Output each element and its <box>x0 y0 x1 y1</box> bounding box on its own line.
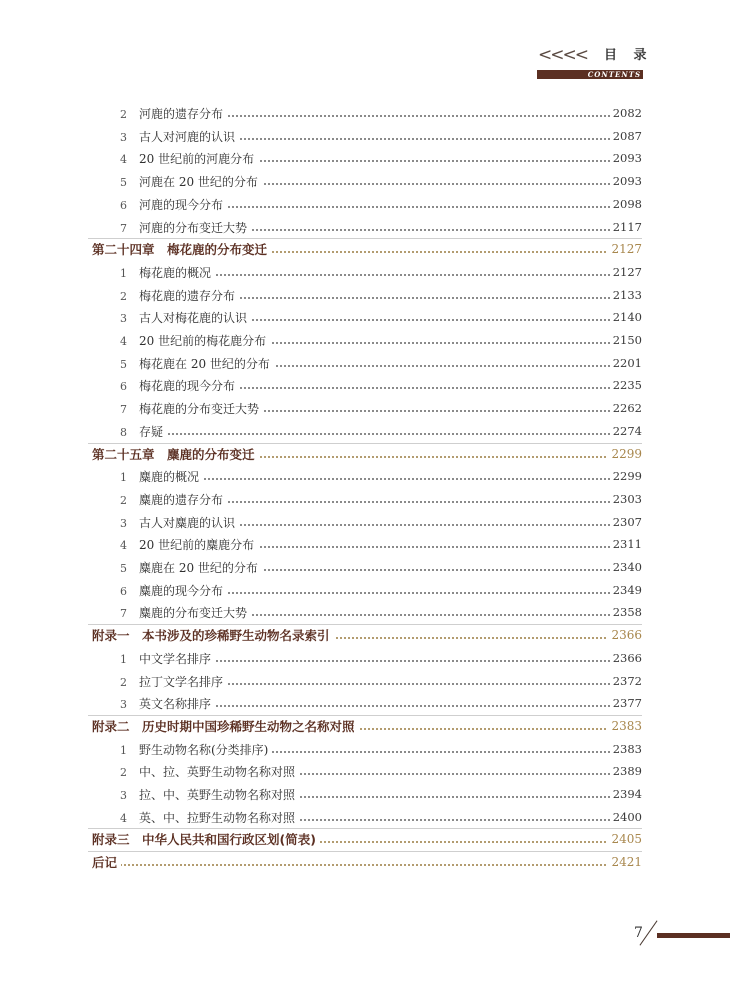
toc-entry-title: 麋鹿在 20 世纪的分布 <box>139 559 262 576</box>
toc-entry-number: 6 <box>120 380 127 394</box>
header-title: 目 录 <box>604 48 653 63</box>
toc-entry-number: 7 <box>120 403 127 417</box>
toc-entry-title: 麋鹿的分布变迁大势 <box>139 604 251 621</box>
toc-page-number: 2117 <box>610 220 642 234</box>
toc-entry-number: 5 <box>120 562 127 575</box>
toc-entry-title: 河鹿的遗存分布 <box>139 105 227 122</box>
toc-entry-title: 古人对河鹿的认识 <box>139 128 239 145</box>
toc-entry[interactable] <box>0 127 730 149</box>
toc-entry-title: 古人对梅花鹿的认识 <box>139 309 251 326</box>
toc-page-number: 2093 <box>610 174 642 188</box>
toc-page-number: 2389 <box>610 764 642 778</box>
toc-entry[interactable] <box>0 785 730 807</box>
toc-entry-number: 1 <box>120 266 127 280</box>
toc-entry[interactable] <box>0 558 730 580</box>
toc-chapter[interactable] <box>0 853 730 875</box>
toc-page-number: 2098 <box>610 197 642 211</box>
toc-page-number: 2150 <box>610 333 642 347</box>
page-header <box>0 0 730 90</box>
toc-entry-title: 河鹿的现今分布 <box>139 196 227 213</box>
footer-bar <box>657 933 730 938</box>
toc-entry-title: 麋鹿的遗存分布 <box>139 491 227 508</box>
toc-page-number: 2127 <box>610 265 642 279</box>
toc-chapter-title: 附录三 中华人民共和国行政区划(简表) <box>92 830 320 848</box>
toc-entry-title: 中、拉、英野生动物名称对照 <box>139 763 299 780</box>
toc-entry-title: 英、中、拉野生动物名称对照 <box>139 809 299 826</box>
toc-entry-number: 3 <box>120 312 127 326</box>
toc-entry-title: 拉、中、英野生动物名称对照 <box>139 786 299 803</box>
toc-entry-title: 河鹿的分布变迁大势 <box>139 219 251 236</box>
toc-entry-number: 7 <box>120 221 127 235</box>
toc-chapter-title: 第二十四章 梅花鹿的分布变迁 <box>92 240 271 258</box>
toc-entry-number: 2 <box>120 289 127 303</box>
toc-page-number: 2307 <box>610 515 642 529</box>
toc-entry[interactable] <box>0 149 730 171</box>
toc-page-number: 2303 <box>610 492 642 506</box>
toc-entry[interactable] <box>0 603 730 625</box>
toc-chapter[interactable] <box>0 830 730 852</box>
toc-entry[interactable] <box>0 376 730 398</box>
toc-entry-title: 古人对麋鹿的认识 <box>139 514 239 531</box>
toc-entry-title: 梅花鹿在 20 世纪的分布 <box>139 355 274 372</box>
toc-page-number: 2349 <box>610 583 642 597</box>
toc-entry-title: 梅花鹿的遗存分布 <box>139 287 239 304</box>
toc-chapter-title: 第二十五章 麋鹿的分布变迁 <box>92 445 259 463</box>
toc-chapter[interactable] <box>0 626 730 648</box>
toc-entry-number: 4 <box>120 153 127 167</box>
page-number: 7 <box>634 925 643 941</box>
toc-page-number: 2366 <box>608 628 642 642</box>
toc-entry[interactable] <box>0 649 730 671</box>
toc-entry-number: 2 <box>120 766 127 780</box>
toc-entry[interactable] <box>0 399 730 421</box>
toc-entry-number: 3 <box>120 130 127 144</box>
chapter-rule <box>88 238 642 239</box>
toc-page-number: 2140 <box>610 310 642 324</box>
toc-entry-title: 20 世纪前的梅花鹿分布 <box>139 332 270 349</box>
toc-entry[interactable] <box>0 762 730 784</box>
toc-chapter-title: 附录二 历史时期中国珍稀野生动物之名称对照 <box>92 717 359 735</box>
toc-chapter[interactable] <box>0 240 730 262</box>
toc-entry[interactable] <box>0 694 730 716</box>
toc-entry-title: 拉丁文学名排序 <box>139 673 227 690</box>
chapter-rule <box>88 715 642 716</box>
dot-leader <box>140 478 618 480</box>
toc-entry-number: 5 <box>120 357 127 371</box>
toc-entry-number: 7 <box>120 607 127 621</box>
toc-entry-title: 存疑 <box>139 423 167 440</box>
toc-chapter[interactable] <box>0 717 730 739</box>
toc-entry[interactable] <box>0 308 730 330</box>
toc-entry[interactable] <box>0 104 730 126</box>
toc-page-number: 2082 <box>610 106 642 120</box>
toc-entry[interactable] <box>0 490 730 512</box>
toc-page-number: 2299 <box>608 447 642 461</box>
toc-entry-number: 3 <box>120 698 127 712</box>
toc-entry-title: 20 世纪前的河鹿分布 <box>139 150 258 167</box>
toc-entry[interactable] <box>0 672 730 694</box>
toc-entry-number: 6 <box>120 198 127 212</box>
toc-entry-title: 英文名称排序 <box>139 695 215 712</box>
toc-page-number: 2262 <box>610 401 642 415</box>
toc-entry[interactable] <box>0 172 730 194</box>
toc-entry-number: 5 <box>120 176 127 190</box>
toc-entry[interactable] <box>0 218 730 240</box>
toc-entry-title: 野生动物名称(分类排序) <box>139 741 272 758</box>
toc-entry-title: 河鹿在 20 世纪的分布 <box>139 173 262 190</box>
toc-page-number: 2400 <box>610 810 642 824</box>
toc-page-number: 2377 <box>610 696 642 710</box>
header-subtitle: CONTENTS <box>587 70 641 79</box>
toc-entry[interactable] <box>0 331 730 353</box>
toc-entry-title: 梅花鹿的现今分布 <box>139 377 239 394</box>
toc-page-number: 2087 <box>610 129 642 143</box>
toc-entry[interactable] <box>0 535 730 557</box>
toc-entry[interactable] <box>0 740 730 762</box>
toc-page-number: 2383 <box>610 742 642 756</box>
toc-page-number: 2311 <box>610 537 642 551</box>
dot-leader <box>140 433 618 435</box>
toc-entry-title: 梅花鹿的概况 <box>139 264 215 281</box>
toc-page-number: 2235 <box>610 378 642 392</box>
toc-entry-number: 4 <box>120 539 127 553</box>
toc-page-number: 2394 <box>610 787 642 801</box>
chevron-decoration-icon: <<<< <box>538 45 587 65</box>
toc-page-number: 2383 <box>608 719 642 733</box>
toc-page-number: 2201 <box>610 356 642 370</box>
toc-page-number: 2366 <box>610 651 642 665</box>
toc-entry-number: 2 <box>120 675 127 689</box>
toc-page-number: 2274 <box>610 424 642 438</box>
chapter-rule <box>88 624 642 625</box>
toc-entry-title: 麋鹿的现今分布 <box>139 582 227 599</box>
toc-page-number: 2372 <box>610 674 642 688</box>
toc-entry[interactable] <box>0 581 730 603</box>
toc-page-number: 2340 <box>610 560 642 574</box>
toc-chapter-title: 附录一 本书涉及的珍稀野生动物名录索引 <box>92 626 334 644</box>
toc-page-number: 2127 <box>608 242 642 256</box>
toc-entry[interactable] <box>0 808 730 830</box>
toc-entry-number: 4 <box>120 335 127 348</box>
dot-leader <box>93 864 618 866</box>
toc-entry-number: 2 <box>120 108 127 121</box>
toc-entry[interactable] <box>0 354 730 376</box>
toc-entry-title: 麋鹿的概况 <box>139 468 203 485</box>
toc-entry-title: 梅花鹿的分布变迁大势 <box>139 400 263 417</box>
toc-chapter[interactable] <box>0 445 730 467</box>
toc-page-number: 2093 <box>610 151 642 165</box>
toc-entry[interactable] <box>0 422 730 444</box>
toc-entry[interactable] <box>0 195 730 217</box>
toc-chapter-title: 后记 <box>92 853 121 871</box>
toc-entry-number: 6 <box>120 584 127 598</box>
toc-entry[interactable] <box>0 263 730 285</box>
toc-page-number: 2133 <box>610 288 642 302</box>
toc-entry-number: 3 <box>120 789 127 802</box>
toc-page-number: 2421 <box>608 855 642 869</box>
toc-entry-number: 2 <box>120 493 127 507</box>
toc-page-number: 2358 <box>610 605 642 619</box>
toc-entry-number: 1 <box>120 743 127 757</box>
chapter-rule <box>88 443 642 444</box>
toc-entry-number: 8 <box>120 425 127 439</box>
chapter-rule <box>88 828 642 829</box>
toc-entry[interactable] <box>0 286 730 308</box>
toc-page-number: 2299 <box>610 469 642 483</box>
toc-entry[interactable] <box>0 467 730 489</box>
toc-page-number: 2405 <box>608 832 642 846</box>
toc-entry-title: 中文学名排序 <box>139 650 215 667</box>
chapter-rule <box>88 851 642 852</box>
toc-entry-number: 1 <box>120 471 127 485</box>
toc-entry-number: 4 <box>120 811 127 825</box>
toc-entry-number: 1 <box>120 652 127 666</box>
toc-entry-title: 20 世纪前的麋鹿分布 <box>139 536 258 553</box>
toc-entry-number: 3 <box>120 516 127 530</box>
toc-entry[interactable] <box>0 513 730 535</box>
